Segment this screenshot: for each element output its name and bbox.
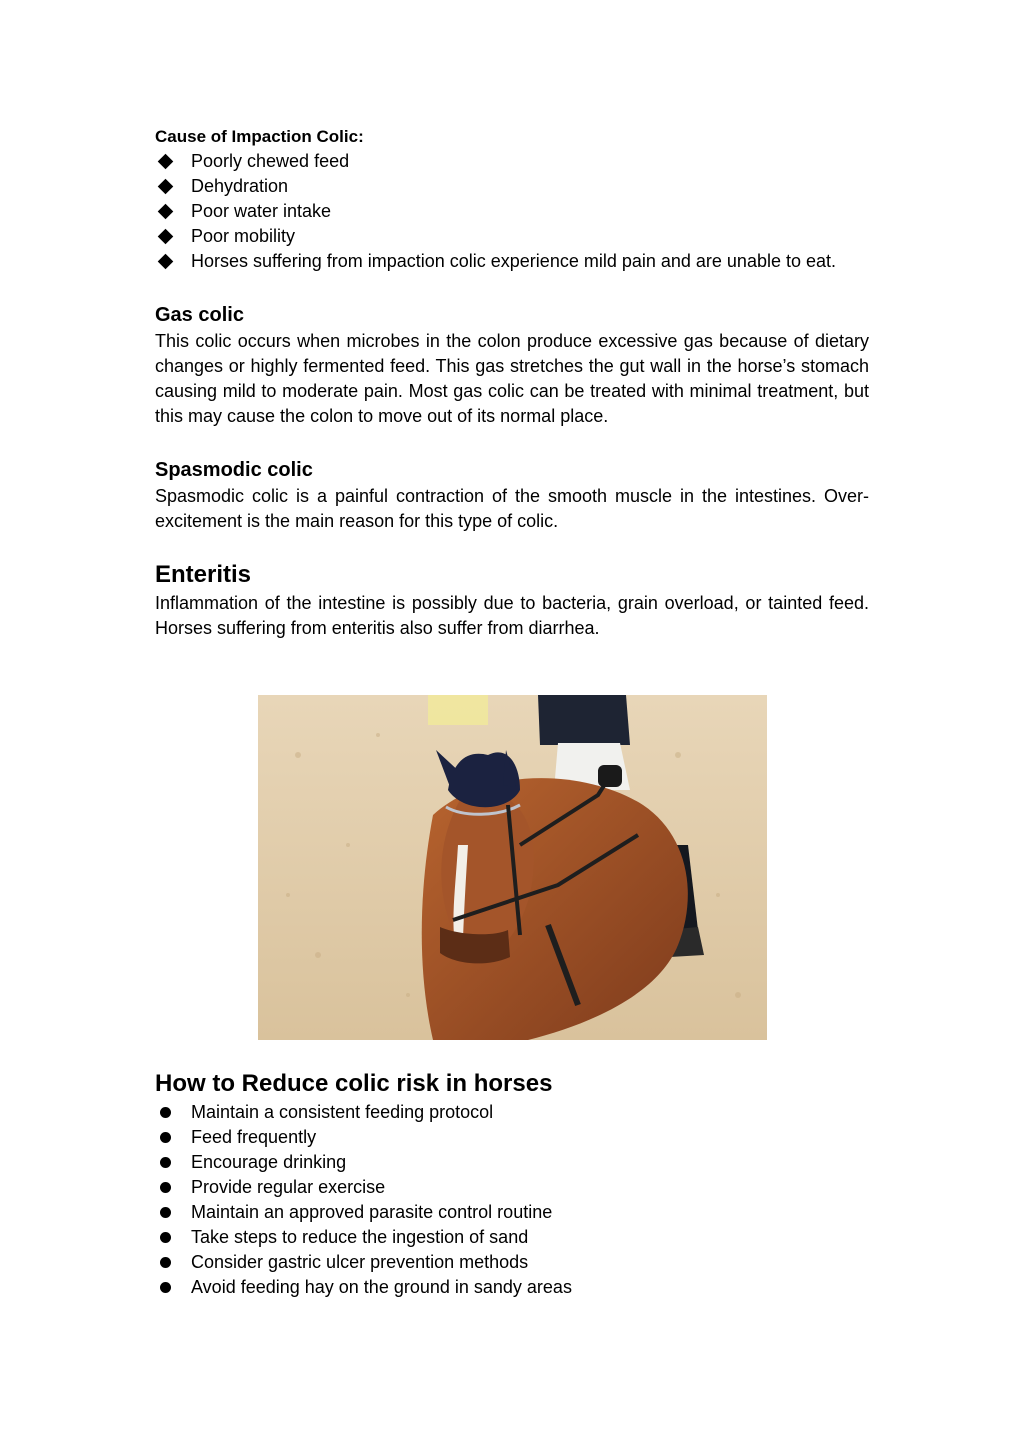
list-item: Maintain an approved parasite control routine bbox=[155, 1200, 869, 1225]
list-item: Horses suffering from impaction colic experience mild pain and are unable to eat. bbox=[155, 249, 869, 274]
round-bullet-icon bbox=[160, 1207, 171, 1218]
round-bullet-icon bbox=[160, 1107, 171, 1118]
diamond-bullet-icon bbox=[157, 254, 173, 270]
list-item: Dehydration bbox=[155, 174, 869, 199]
impaction-causes-heading: Cause of Impaction Colic: bbox=[155, 127, 364, 146]
list-item: Poor water intake bbox=[155, 199, 869, 224]
list-item: Avoid feeding hay on the ground in sandy areas bbox=[155, 1275, 869, 1300]
reduce-risk-list bbox=[155, 1100, 869, 1300]
reduce-risk-heading: How to Reduce colic risk in horses bbox=[155, 1070, 553, 1097]
horse-photo bbox=[258, 695, 767, 1040]
enteritis-heading: Enteritis bbox=[155, 561, 252, 588]
spasmodic-colic-text: Spasmodic colic is a painful contraction of the smooth muscle in the intestines. Over-excitement is the main reason for this type of colic. bbox=[155, 486, 869, 531]
spasmodic-colic-heading: Spasmodic colic bbox=[155, 459, 313, 481]
gas-colic-text: This colic occurs when microbes in the colon produce excessive gas because of dietary changes or highly fermented feed. This gas stretches the gut wall in the horse’s stomach causing mild to moderate pain. Most gas colic can be treated with minimal treatment, but this may cause the colon to move out of its normal place. bbox=[155, 331, 869, 426]
list-item: Provide regular exercise bbox=[155, 1175, 869, 1200]
gas-colic-heading: Gas colic bbox=[155, 304, 244, 326]
diamond-bullet-icon bbox=[157, 179, 173, 195]
round-bullet-icon bbox=[160, 1232, 171, 1243]
page-content bbox=[155, 124, 869, 641]
list-item: Poorly chewed feed bbox=[155, 149, 869, 174]
list-item: Feed frequently bbox=[155, 1125, 869, 1150]
impaction-causes-list bbox=[155, 149, 869, 274]
list-item: Consider gastric ulcer prevention methods bbox=[155, 1250, 869, 1275]
diamond-bullet-icon bbox=[157, 154, 173, 170]
round-bullet-icon bbox=[160, 1157, 171, 1168]
list-item: Maintain a consistent feeding protocol bbox=[155, 1100, 869, 1125]
round-bullet-icon bbox=[160, 1282, 171, 1293]
reduce-risk-section bbox=[155, 1068, 869, 1300]
list-item: Poor mobility bbox=[155, 224, 869, 249]
diamond-bullet-icon bbox=[157, 204, 173, 220]
list-item: Take steps to reduce the ingestion of sand bbox=[155, 1225, 869, 1250]
round-bullet-icon bbox=[160, 1132, 171, 1143]
round-bullet-icon bbox=[160, 1257, 171, 1268]
diamond-bullet-icon bbox=[157, 229, 173, 245]
list-item: Encourage drinking bbox=[155, 1150, 869, 1175]
round-bullet-icon bbox=[160, 1182, 171, 1193]
enteritis-text: Inflammation of the intestine is possibly due to bacteria, grain overload, or tainted feed. Horses suffering from enteritis also suffer from diarrhea. bbox=[155, 593, 869, 638]
